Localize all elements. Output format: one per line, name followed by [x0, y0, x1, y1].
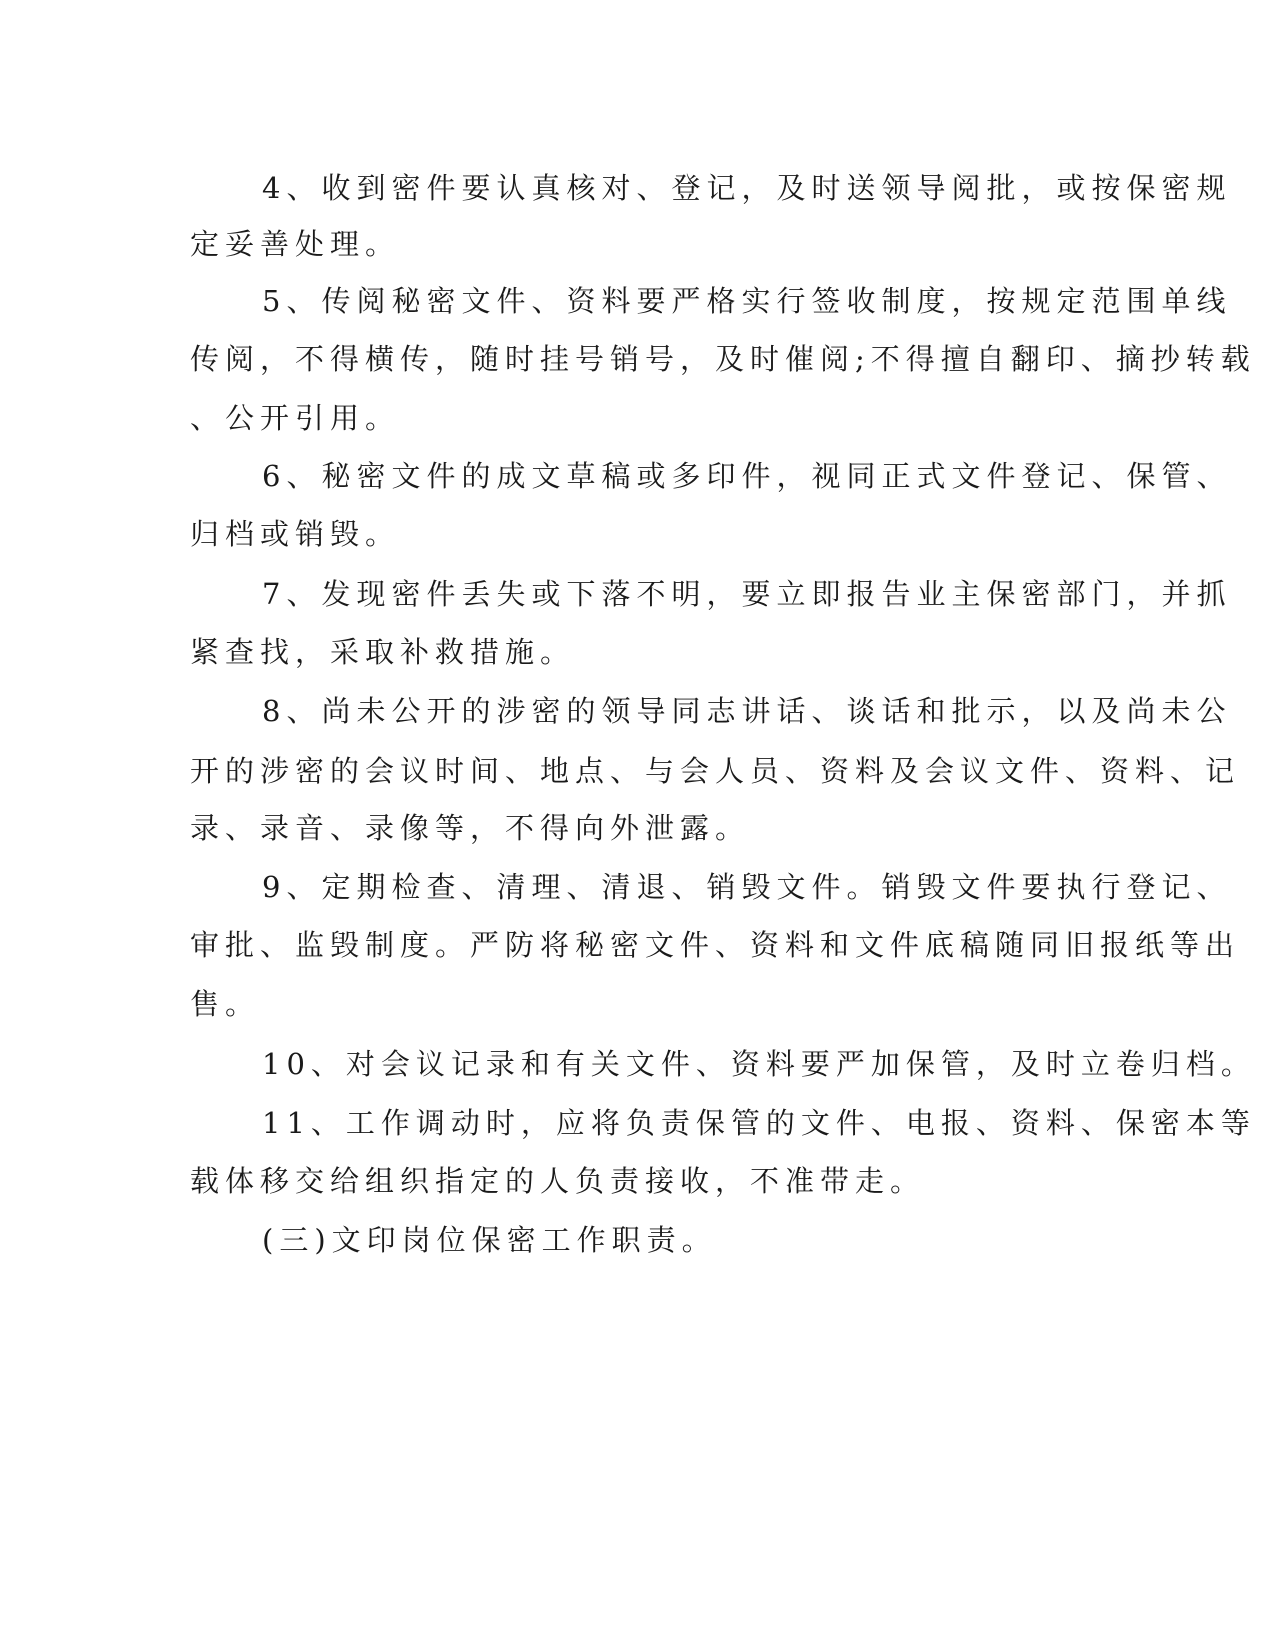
paragraph-line: 开的涉密的会议时间、地点、与会人员、资料及会议文件、资料、记 — [190, 754, 1241, 788]
paragraph-line: 8、尚未公开的涉密的领导同志讲话、谈话和批示，以及尚未公 — [262, 694, 1232, 728]
paragraph-line: 定妥善处理。 — [190, 227, 401, 261]
paragraph-line: 售。 — [190, 987, 261, 1021]
paragraph-line: 6、秘密文件的成文草稿或多印件，视同正式文件登记、保管、 — [262, 459, 1232, 493]
section-heading: (三)文印岗位保密工作职责。 — [262, 1223, 717, 1257]
paragraph-line: 归档或销毁。 — [190, 517, 401, 551]
paragraph-line: 、公开引用。 — [190, 401, 401, 435]
paragraph-line: 11、工作调动时，应将负责保管的文件、电报、资料、保密本等 — [262, 1106, 1256, 1140]
paragraph-line: 传阅，不得横传，随时挂号销号，及时催阅;不得擅自翻印、摘抄转载 — [190, 342, 1256, 376]
paragraph-line: 审批、监毁制度。严防将秘密文件、资料和文件底稿随同旧报纸等出 — [190, 928, 1241, 962]
paragraph-line: 4、收到密件要认真核对、登记，及时送领导阅批，或按保密规 — [262, 171, 1232, 205]
paragraph-line: 10、对会议记录和有关文件、资料要严加保管，及时立卷归档。 — [262, 1047, 1256, 1081]
paragraph-line: 录、录音、录像等，不得向外泄露。 — [190, 811, 751, 845]
paragraph-line: 载体移交给组织指定的人负责接收，不准带走。 — [190, 1164, 926, 1198]
paragraph-line: 紧查找，采取补救措施。 — [190, 635, 576, 669]
paragraph-line: 9、定期检查、清理、清退、销毁文件。销毁文件要执行登记、 — [262, 870, 1232, 904]
paragraph-line: 7、发现密件丢失或下落不明，要立即报告业主保密部门，并抓 — [262, 577, 1232, 611]
paragraph-line: 5、传阅秘密文件、资料要严格实行签收制度，按规定范围单线 — [262, 284, 1232, 318]
